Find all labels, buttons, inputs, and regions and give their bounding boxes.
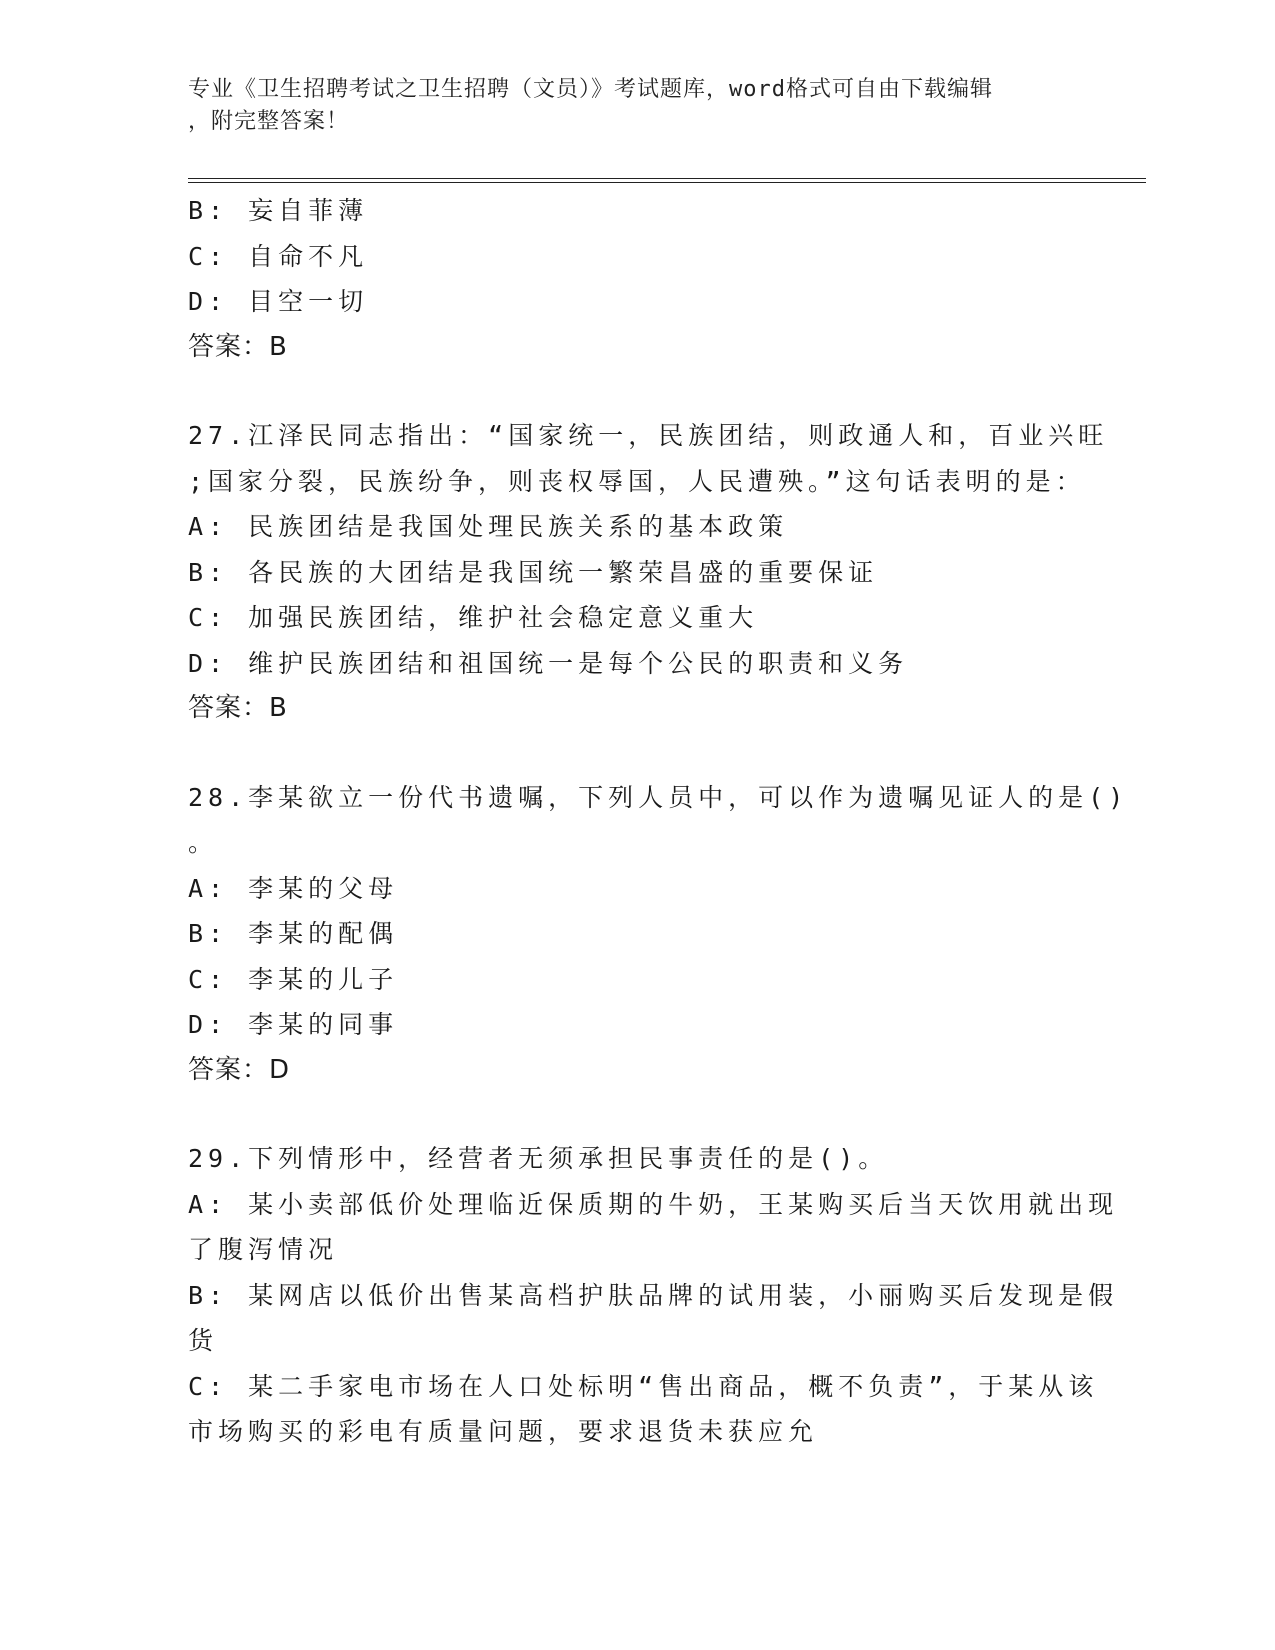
text-line: B: 李某的配偶 bbox=[188, 919, 399, 948]
text-line: C: 某二手家电市场在人口处标明“售出商品，概不负责”，于某从该 bbox=[188, 1371, 1099, 1401]
text-line: B: 各民族的大团结是我国统一繁荣昌盛的重要保证 bbox=[188, 557, 879, 587]
text-line: 28.李某欲立一份代书遗嘱，下列人员中，可以作为遗嘱见证人的是() bbox=[188, 782, 1129, 812]
text-line: 27.江泽民同志指出：“国家统一，民族团结，则政通人和，百业兴旺 bbox=[188, 421, 1109, 450]
question-spacer bbox=[188, 1093, 1068, 1136]
text-line: D: 李某的同事 bbox=[188, 1010, 399, 1039]
text-line: C: 李某的儿子 bbox=[188, 964, 399, 994]
question-content bbox=[188, 188, 1129, 1455]
answer-line: 答案：B bbox=[188, 693, 288, 723]
answer-line: 答案：B bbox=[188, 331, 288, 362]
text-line: 市场购买的彩电有质量问题，要求退货未获应允 bbox=[188, 1417, 819, 1446]
header-line-2: ，附完整答案！ bbox=[188, 109, 350, 134]
text-line: D: 目空一切 bbox=[188, 287, 369, 316]
text-line: D: 维护民族团结和祖国统一是每个公民的职责和义务 bbox=[188, 648, 909, 678]
text-line: A: 民族团结是我国处理民族关系的基本政策 bbox=[188, 512, 789, 541]
text-line: B: 某网店以低价出售某高档护肤品牌的试用装，小丽购买后发现是假 bbox=[188, 1280, 1119, 1310]
text-line: ;国家分裂，民族纷争，则丧权辱国，人民遭殃。”这句话表明的是： bbox=[188, 466, 1086, 496]
text-line: 29.下列情形中，经营者无须承担民事责任的是()。 bbox=[188, 1144, 889, 1173]
answer-line: 答案：D bbox=[188, 1054, 291, 1085]
header-divider-top bbox=[188, 178, 1146, 179]
header-line-1: 专业《卫生招聘考试之卫生招聘（文员）》考试题库，word格式可自由下载编辑 bbox=[188, 77, 993, 102]
question-spacer bbox=[188, 732, 1068, 775]
header-divider-bottom bbox=[188, 182, 1146, 183]
text-line: B: 妄自菲薄 bbox=[188, 196, 369, 225]
text-line: A: 李某的父母 bbox=[188, 873, 399, 903]
text-line: C: 加强民族团结，维护社会稳定意义重大 bbox=[188, 603, 759, 632]
text-line: 。 bbox=[188, 828, 219, 857]
text-line: 了腹泻情况 bbox=[188, 1235, 339, 1264]
text-line: C: 自命不凡 bbox=[188, 241, 369, 271]
text-line: A: 某小卖部低价处理临近保质期的牛奶，王某购买后当天饮用就出现 bbox=[188, 1189, 1119, 1219]
document-header bbox=[188, 74, 1068, 138]
text-line: 货 bbox=[188, 1326, 219, 1355]
question-spacer bbox=[188, 370, 1068, 413]
